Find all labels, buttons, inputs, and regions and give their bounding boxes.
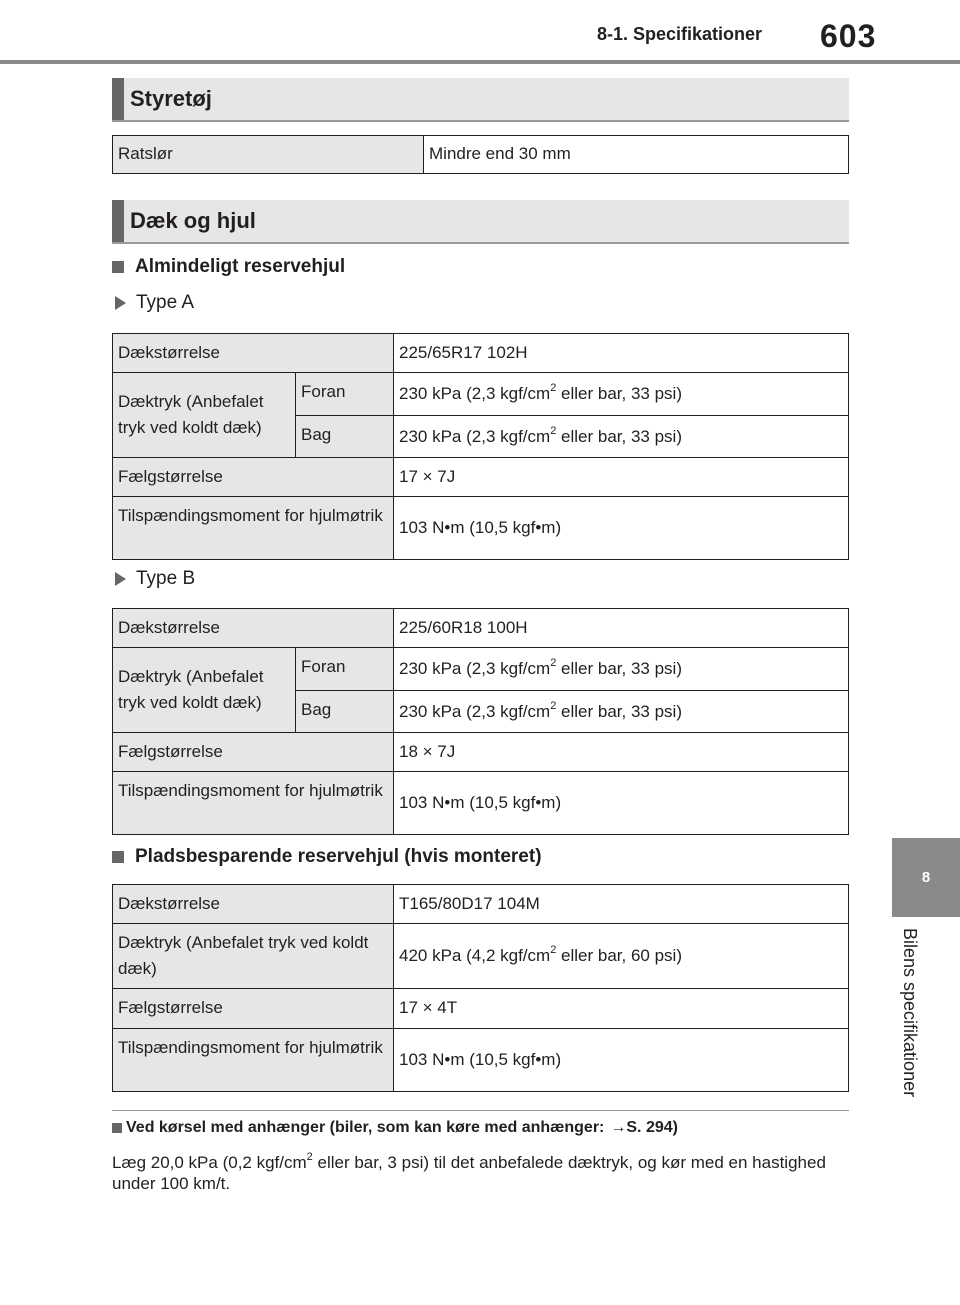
chapter-title: Bilens specifikationer [900, 928, 920, 1098]
table-cell-label: Tilspændingsmoment for hjulmøtrik [113, 497, 394, 560]
table-cell-value: 230 kPa (2,3 kgf/$cm^2$ eller bar, 33 psi) [394, 416, 849, 458]
section-rule [112, 242, 849, 244]
page-number: 603 [820, 18, 877, 54]
table-row [113, 772, 849, 835]
table-cell-label: Dækstørrelse [113, 885, 394, 924]
table-row [113, 648, 849, 691]
table-cell-label: Foran [296, 648, 394, 691]
table-cell-label: Dæktryk (Anbefalet tryk ved koldt dæk) [113, 373, 296, 458]
table-cell-value: 18 × 7J [394, 733, 849, 772]
table-row [113, 334, 849, 373]
table-cell-label: Dækstørrelse [113, 609, 394, 648]
triangle-bullet-icon [115, 296, 126, 310]
note-heading [112, 1119, 678, 1137]
table-cell-label: Dækstørrelse [113, 334, 394, 373]
note-heading-text: Ved kørsel med anhænger (biler, som kan køre med anhænger: [126, 1119, 605, 1136]
table-cell-label: Bag [296, 416, 394, 458]
compact-spare-table [112, 884, 849, 1092]
type-a-label [115, 292, 194, 314]
type-b-label [115, 568, 195, 590]
subheading-normal-spare-text: Almindeligt reservehjul [135, 256, 346, 277]
table-cell-label: Ratslør [113, 136, 424, 174]
table-cell-value: 103 N•m (10,5 kgf•m) [394, 1029, 849, 1092]
table-cell-value: T165/80D17 104M [394, 885, 849, 924]
table-cell-label: Bag [296, 691, 394, 733]
triangle-bullet-icon [115, 572, 126, 586]
table-cell-value: 17 × 4T [394, 989, 849, 1029]
table-row [113, 497, 849, 560]
table-cell-value: 225/60R18 100H [394, 609, 849, 648]
section-rule [112, 120, 849, 122]
table-cell-label: Fælgstørrelse [113, 458, 394, 497]
square-bullet-icon [112, 261, 124, 273]
subheading-compact-spare-text: Pladsbesparende reservehjul (hvis monteret) [135, 846, 542, 867]
page-reference-link[interactable]: S. 294) [626, 1119, 678, 1136]
section-heading-steering-text: Styretøj [130, 86, 212, 111]
table-cell-value: 103 N•m (10,5 kgf•m) [394, 497, 849, 560]
table-cell-label: Tilspændingsmoment for hjulmøtrik [113, 772, 394, 835]
type-a-table [112, 333, 849, 560]
subheading-compact-spare [112, 846, 542, 868]
type-a-label-text: Type A [136, 292, 195, 313]
note-body: Læg 20,0 kPa (0,2 kgf/$cm^2$ eller bar, 3 psi) til det anbefalede dæktryk, og kør med en hastighed under 100 km/t. [112, 1151, 826, 1193]
chapter-number: 8 [921, 869, 931, 886]
square-bullet-icon [112, 851, 124, 863]
chapter-tab [892, 838, 960, 917]
table-cell-label: Dæktryk (Anbefalet tryk ved koldt dæk) [113, 924, 394, 989]
table-cell-label: Fælgstørrelse [113, 989, 394, 1029]
steering-table [112, 135, 849, 174]
table-row [113, 458, 849, 497]
section-heading-tires [112, 200, 849, 242]
table-row [113, 989, 849, 1029]
table-row [113, 733, 849, 772]
table-row [113, 609, 849, 648]
type-b-table [112, 608, 849, 835]
table-cell-label: Tilspændingsmoment for hjulmøtrik [113, 1029, 394, 1092]
subheading-normal-spare [112, 256, 345, 278]
type-b-label-text: Type B [136, 568, 196, 589]
square-bullet-icon [112, 1123, 122, 1133]
table-cell-label: Dæktryk (Anbefalet tryk ved koldt dæk) [113, 648, 296, 733]
table-cell-value: 103 N•m (10,5 kgf•m) [394, 772, 849, 835]
table-row [113, 136, 849, 174]
section-heading-steering [112, 78, 849, 120]
table-cell-value: Mindre end 30 mm [424, 136, 849, 174]
table-cell-value: 17 × 7J [394, 458, 849, 497]
header-rule [0, 60, 960, 64]
arrow-right-icon: → [610, 1119, 627, 1136]
table-cell-label: Fælgstørrelse [113, 733, 394, 772]
table-cell-value: 230 kPa (2,3 kgf/$cm^2$ eller bar, 33 psi) [394, 691, 849, 733]
note-rule [112, 1110, 849, 1111]
table-cell-value: 420 kPa (4,2 kgf/$cm^2$ eller bar, 60 psi) [394, 924, 849, 989]
table-row [113, 885, 849, 924]
table-cell-value: 230 kPa (2,3 kgf/$cm^2$ eller bar, 33 psi) [394, 373, 849, 416]
table-row [113, 373, 849, 416]
section-heading-tires-text: Dæk og hjul [130, 208, 256, 233]
table-cell-value: 225/65R17 102H [394, 334, 849, 373]
table-row [113, 924, 849, 989]
section-title: 8-1. Specifikationer [597, 24, 763, 44]
table-row [113, 1029, 849, 1092]
table-cell-label: Foran [296, 373, 394, 416]
table-cell-value: 230 kPa (2,3 kgf/$cm^2$ eller bar, 33 psi) [394, 648, 849, 691]
